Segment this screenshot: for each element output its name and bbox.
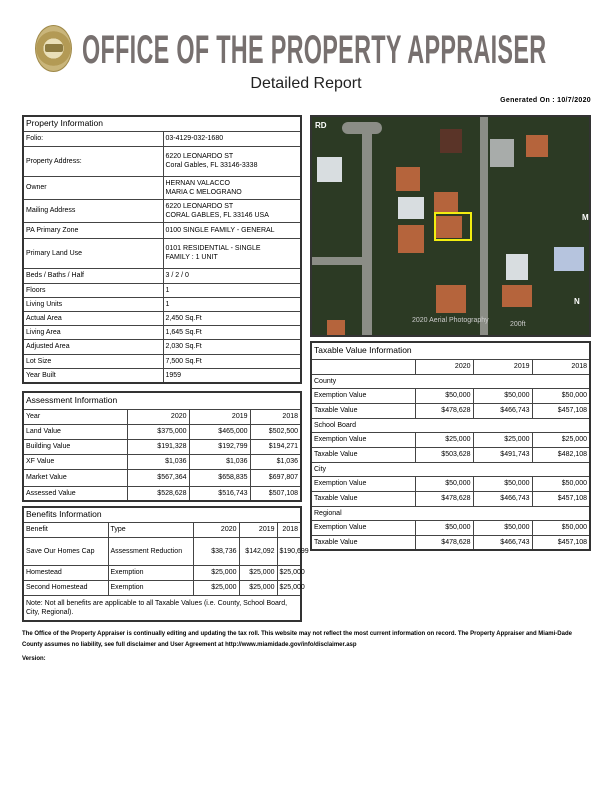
table-row xyxy=(23,454,301,469)
value-cell: $1,036 xyxy=(189,454,250,469)
table-row xyxy=(23,469,301,486)
table-row xyxy=(311,403,590,418)
value-line: 0101 RESIDENTIAL - SINGLE xyxy=(165,245,261,252)
table-row xyxy=(23,580,301,595)
map-street-label-2: M xyxy=(582,213,589,222)
row-label: Homestead xyxy=(23,565,108,580)
field-value: 1959 xyxy=(163,368,301,383)
value-cell: $457,108 xyxy=(532,535,590,550)
row-label: Second Homestead xyxy=(23,580,108,595)
table-row xyxy=(311,520,590,535)
group-row xyxy=(311,374,590,388)
version-label: Version: xyxy=(22,656,46,662)
table-row xyxy=(23,339,301,354)
value-cell: $25,000 xyxy=(532,432,590,447)
row-label: Assessment Reduction xyxy=(108,537,193,565)
table-row xyxy=(23,486,301,501)
value-cell: $190,699 xyxy=(277,537,301,565)
value-cell: $25,000 xyxy=(415,432,473,447)
row-label: Exemption Value xyxy=(311,476,415,491)
note-row xyxy=(23,595,301,621)
field-label: Adjusted Area xyxy=(23,339,163,354)
value-line: FAMILY : 1 UNIT xyxy=(165,254,218,261)
row-label: Exemption xyxy=(108,580,193,595)
row-label: Taxable Value xyxy=(311,447,415,462)
section-title: Property Information xyxy=(23,116,301,131)
field-label: Living Area xyxy=(23,325,163,339)
table-header xyxy=(311,342,590,359)
column-header-row xyxy=(311,359,590,374)
value-cell: $697,807 xyxy=(250,469,301,486)
row-label: Taxable Value xyxy=(311,491,415,506)
column-header: 2020 xyxy=(127,409,189,424)
value-cell: $516,743 xyxy=(189,486,250,501)
column-header: 2018 xyxy=(250,409,301,424)
table-row xyxy=(311,388,590,403)
column-header-row xyxy=(23,409,301,424)
column-header: 2018 xyxy=(277,522,301,537)
value-cell: $478,628 xyxy=(415,491,473,506)
field-label: Primary Land Use xyxy=(23,238,163,268)
value-cell: $482,108 xyxy=(532,447,590,462)
row-label: Exemption xyxy=(108,565,193,580)
value-cell: $466,743 xyxy=(473,535,532,550)
table-header xyxy=(23,392,301,409)
table-row xyxy=(23,131,301,146)
value-cell: $478,628 xyxy=(415,535,473,550)
column-header: Type xyxy=(108,522,193,537)
value-cell: $50,000 xyxy=(415,476,473,491)
value-cell: $50,000 xyxy=(473,476,532,491)
value-cell: $465,000 xyxy=(189,424,250,439)
value-line: MARIA C MELOGRANO xyxy=(165,188,242,196)
taxable-value-table xyxy=(310,341,591,551)
value-cell: $50,000 xyxy=(532,476,590,491)
value-cell: $1,036 xyxy=(127,454,189,469)
value-cell: $50,000 xyxy=(415,388,473,403)
section-title: Taxable Value Information xyxy=(311,342,590,359)
row-label: XF Value xyxy=(23,454,127,469)
row-label: Assessed Value xyxy=(23,486,127,501)
column-header: 2019 xyxy=(239,522,277,537)
value-cell: $25,000 xyxy=(473,432,532,447)
table-row xyxy=(23,311,301,325)
row-label: Taxable Value xyxy=(311,403,415,418)
table-row xyxy=(23,238,301,268)
value-cell: $502,500 xyxy=(250,424,301,439)
field-label: Beds / Baths / Half xyxy=(23,268,163,283)
north-arrow-icon: N xyxy=(574,297,580,306)
table-row xyxy=(23,565,301,580)
value-cell: $466,743 xyxy=(473,491,532,506)
field-label: Owner xyxy=(23,176,163,199)
value-cell: $491,743 xyxy=(473,447,532,462)
group-row xyxy=(311,418,590,432)
column-header: Year xyxy=(23,409,127,424)
value-cell: $528,628 xyxy=(127,486,189,501)
value-cell: $478,628 xyxy=(415,403,473,418)
row-label: Building Value xyxy=(23,439,127,454)
value-cell: $142,092 xyxy=(239,537,277,565)
field-value xyxy=(163,238,301,268)
field-value: 0100 SINGLE FAMILY - GENERAL xyxy=(163,222,301,238)
disclaimer-text: The Office of the Property Appraiser is continually editing and updating the tax roll. This website may not reflect the most current information on record. The Property Appraiser and Miami-Dade County assumes no liability, see full disclaimer and User Agreement at http://www.miamidade.gov/info/disclaimer.asp xyxy=(22,631,572,648)
row-label: Exemption Value xyxy=(311,388,415,403)
value-cell: $25,000 xyxy=(193,580,239,595)
property-information-table xyxy=(22,115,302,384)
table-row xyxy=(23,354,301,368)
group-row xyxy=(311,462,590,476)
table-row xyxy=(311,491,590,506)
group-row xyxy=(311,506,590,520)
field-label: Lot Size xyxy=(23,354,163,368)
field-label: Living Units xyxy=(23,297,163,311)
value-cell: $1,036 xyxy=(250,454,301,469)
aerial-map[interactable] xyxy=(310,115,591,337)
table-row xyxy=(23,176,301,199)
group-label: City xyxy=(311,462,590,476)
row-label: Taxable Value xyxy=(311,535,415,550)
field-label: Floors xyxy=(23,283,163,297)
table-row xyxy=(23,199,301,222)
value-cell: $25,000 xyxy=(277,565,301,580)
field-label: Year Built xyxy=(23,368,163,383)
assessment-information-table xyxy=(22,391,302,502)
value-cell: $38,736 xyxy=(193,537,239,565)
value-cell: $457,108 xyxy=(532,491,590,506)
value-line: CORAL GABLES, FL 33146 USA xyxy=(165,211,269,219)
table-header xyxy=(23,116,301,131)
value-cell: $375,000 xyxy=(127,424,189,439)
field-value: 7,500 Sq.Ft xyxy=(163,354,301,368)
field-value xyxy=(163,146,301,176)
value-cell: $192,799 xyxy=(189,439,250,454)
value-cell: $25,000 xyxy=(239,565,277,580)
value-cell: $658,835 xyxy=(189,469,250,486)
map-street-label: RD xyxy=(315,121,327,130)
table-row xyxy=(23,537,301,565)
row-label: Market Value xyxy=(23,469,127,486)
value-cell: $503,628 xyxy=(415,447,473,462)
field-value: 1,645 Sq.Ft xyxy=(163,325,301,339)
report-title: Detailed Report xyxy=(250,75,362,92)
value-cell: $194,271 xyxy=(250,439,301,454)
field-label: Folio: xyxy=(23,131,163,146)
value-cell: $191,328 xyxy=(127,439,189,454)
value-line: 6220 LEONARDO ST xyxy=(165,153,234,160)
table-header xyxy=(23,507,301,522)
column-header xyxy=(311,359,415,374)
field-value xyxy=(163,199,301,222)
table-row xyxy=(23,325,301,339)
value-line: 6220 LEONARDO ST xyxy=(165,202,234,210)
map-caption: 2020 Aerial Photography xyxy=(412,317,489,324)
county-seal-logo xyxy=(35,25,72,72)
row-label: Exemption Value xyxy=(311,520,415,535)
value-cell: $50,000 xyxy=(532,520,590,535)
value-cell: $50,000 xyxy=(473,388,532,403)
field-value: 3 / 2 / 0 xyxy=(163,268,301,283)
field-label: Mailing Address xyxy=(23,199,163,222)
value-cell: $50,000 xyxy=(473,520,532,535)
table-row xyxy=(23,439,301,454)
field-value: 2,450 Sq.Ft xyxy=(163,311,301,325)
field-label: Actual Area xyxy=(23,311,163,325)
benefits-information-table xyxy=(22,506,309,622)
field-label: Property Address: xyxy=(23,146,163,176)
value-cell: $50,000 xyxy=(532,388,590,403)
section-title: Benefits Information xyxy=(23,507,301,522)
value-cell: $25,000 xyxy=(193,565,239,580)
table-row xyxy=(23,368,301,383)
group-label: County xyxy=(311,374,590,388)
column-header: 2020 xyxy=(415,359,473,374)
value-cell: $25,000 xyxy=(239,580,277,595)
table-row xyxy=(23,146,301,176)
benefits-note: Note: Not all benefits are applicable to all Taxable Values (i.e. County, School Board, City, Regional). xyxy=(23,595,301,621)
table-row xyxy=(311,535,590,550)
table-row xyxy=(311,476,590,491)
column-header: Benefit xyxy=(23,522,108,537)
section-title: Assessment Information xyxy=(23,392,301,409)
group-label: Regional xyxy=(311,506,590,520)
table-row xyxy=(23,268,301,283)
field-label: PA Primary Zone xyxy=(23,222,163,238)
value-cell: $507,108 xyxy=(250,486,301,501)
column-header: 2019 xyxy=(473,359,532,374)
column-header: 2019 xyxy=(189,409,250,424)
table-row xyxy=(311,432,590,447)
row-label: Land Value xyxy=(23,424,127,439)
field-value xyxy=(163,176,301,199)
table-row xyxy=(23,283,301,297)
field-value: 1 xyxy=(163,297,301,311)
table-row xyxy=(23,297,301,311)
value-cell: $50,000 xyxy=(415,520,473,535)
generated-date: Generated On : 10/7/2020 xyxy=(500,97,591,104)
value-cell: $466,743 xyxy=(473,403,532,418)
value-cell: $25,000 xyxy=(277,580,301,595)
value-line: HERNAN VALACCO xyxy=(165,179,230,187)
value-line: Coral Gables, FL 33146-3338 xyxy=(165,162,258,169)
column-header: 2020 xyxy=(193,522,239,537)
table-row xyxy=(23,222,301,238)
table-row xyxy=(23,424,301,439)
field-value: 2,030 Sq.Ft xyxy=(163,339,301,354)
office-title: OFFICE OF THE PROPERTY APPRAISER xyxy=(82,28,547,72)
group-label: School Board xyxy=(311,418,590,432)
table-row xyxy=(311,447,590,462)
row-label: Exemption Value xyxy=(311,432,415,447)
row-label: Save Our Homes Cap xyxy=(23,537,108,565)
value-cell: $567,364 xyxy=(127,469,189,486)
map-scale: 200ft xyxy=(510,321,526,328)
field-value: 1 xyxy=(163,283,301,297)
column-header: 2018 xyxy=(532,359,590,374)
field-value: 03-4129-032-1680 xyxy=(163,131,301,146)
column-header-row xyxy=(23,522,301,537)
selected-parcel-outline xyxy=(434,212,472,241)
value-cell: $457,108 xyxy=(532,403,590,418)
